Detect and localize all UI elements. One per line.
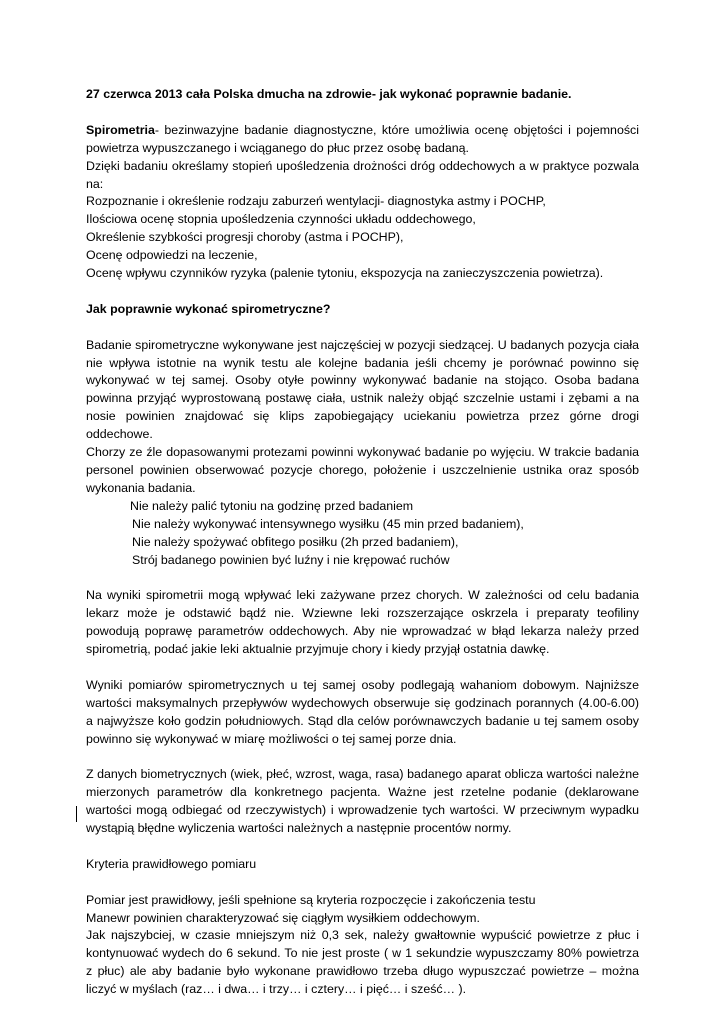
criteria-heading: Kryteria prawidłowego pomiaru (86, 856, 257, 871)
use-item: Rozpoznanie i określenie rodzaju zaburzeń wentylacji- diagnostyka astmy i POCHP, (86, 194, 546, 209)
use-item: Ilościowa ocenę stopnia upośledzenia czynności układu oddechowego, (86, 212, 476, 227)
drugs-paragraph: Na wyniki spirometrii mogą wpływać leki zażywane przez chorych. W zależności od celu badania lekarz może je odstawić bądź nie. Wziewne leki rozszerzające oskrzela i preparaty teofiliny powodują poprawę parametrów oddechowych. Aby nie wprowadzać w błąd lekarza należy przed spirometrią, podać jakie leki aktualnie przyjmuje chory i kiedy przyjął ostatnia dawkę. (86, 588, 639, 657)
use-item: Ocenę wpływu czynników ryzyka (palenie tytoniu, ekspozycja na zanieczyszczenia powietrza). (86, 266, 604, 281)
document-title: 27 czerwca 2013 cała Polska dmucha na zdrowie- jak wykonać poprawnie badanie. (86, 87, 572, 101)
rule-item: Nie należy wykonywać intensywnego wysiłku (45 min przed badaniem), (132, 516, 524, 531)
use-item: Określenie szybkości progresji choroby (astma i POCHP), (86, 230, 404, 245)
criteria-line: Manewr powinien charakteryzować się ciągłym wysiłkiem oddechowym. (86, 910, 480, 925)
intro-term: Spirometria (86, 122, 155, 137)
intro-definition: - bezinwazyjne badanie diagnostyczne, które umożliwia ocenę objętości i pojemności powietrza wypuszczanego i wciąganego do płuc przez osobę badaną. (86, 122, 639, 155)
use-item: Ocenę odpowiedzi na leczenie, (86, 248, 258, 263)
rule-item: Nie należy palić tytoniu na godzinę przed badaniem (130, 498, 414, 513)
dentures-paragraph: Chorzy ze źle dopasowanymi protezami powinni wykonywać badanie po wyjęciu. W trakcie badania personel powinien obserwować pozycje chorego, położenie i uszczelnienie ustnika oraz sposób wykonania badania. (86, 445, 639, 495)
criteria-paragraph: Jak najszybciej, w czasie mniejszym niż 0,3 sek, należy gwałtownie wypuścić powietrze z płuc i kontynuować wydech do 6 sekund. To nie jest proste ( w 1 sekundzie wypuszczamy 80% powietrza z płuc) ale aby badanie było wykonane prawidłowo trzeba długo wypuszczać powietrze – można liczyć w myślach (raz… i dwa… i trzy… i cztery… i pięć… i sześć… ). (86, 928, 639, 997)
intro-paragraph (86, 122, 639, 158)
intro-purpose: Dzięki badaniu określamy stopień upośledzenia drożności dróg oddechowych a w praktyce pozwala na: (86, 158, 639, 191)
section-heading: Jak poprawnie wykonać spirometryczne? (86, 301, 331, 316)
text-cursor (76, 806, 77, 822)
position-paragraph: Badanie spirometryczne wykonywane jest najczęściej w pozycji siedzącej. U badanych pozycja ciała nie wpływa istotnie na wynik testu ale kolejne badania jeśli chcemy je porównać powinno się wykonywać w tej samej. Osoby otyłe powinny wykonywać badanie na stojąco. Osoba badana powinna przyjąć wyprostowaną postawę ciała, ustnik należy objąć szczelnie ustami i zębami a na nosie powinien znajdować się klips zapobiegający uciekaniu powietrza przez górne drogi oddechowe. (86, 337, 639, 442)
document-body (86, 86, 639, 999)
criteria-line: Pomiar jest prawidłowy, jeśli spełnione są kryteria rozpoczęcie i zakończenia testu (86, 892, 536, 907)
biometric-paragraph: Z danych biometrycznych (wiek, płeć, wzrost, waga, rasa) badanego aparat oblicza wartości należne mierzonych parametrów dla konkretnego pacjenta. Ważne jest rzetelne podanie (deklarowane wartości mogą odbiegać od rzeczywistych) i wprowadzenie tych wartości. W przeciwnym wypadku wystąpią błędne wyliczenia wartości należnych a następnie procentów normy. (86, 767, 639, 836)
rule-item: Strój badanego powinien być luźny i nie krępować ruchów (132, 552, 450, 567)
rule-item: Nie należy spożywać obfitego posiłku (2h przed badaniem), (132, 534, 459, 549)
daily-variation-paragraph: Wyniki pomiarów spirometrycznych u tej samej osoby podlegają wahaniom dobowym. Najniższe wartości maksymalnych przepływów wydechowych obserwuje się godzinach porannych (4.00-6.00) a najwyższe koło godzin południowych. Stąd dla celów porównawczych badanie u tej samem osoby powinno się wykonywać w miarę możliwości o tej samej porze dnia. (86, 677, 639, 746)
